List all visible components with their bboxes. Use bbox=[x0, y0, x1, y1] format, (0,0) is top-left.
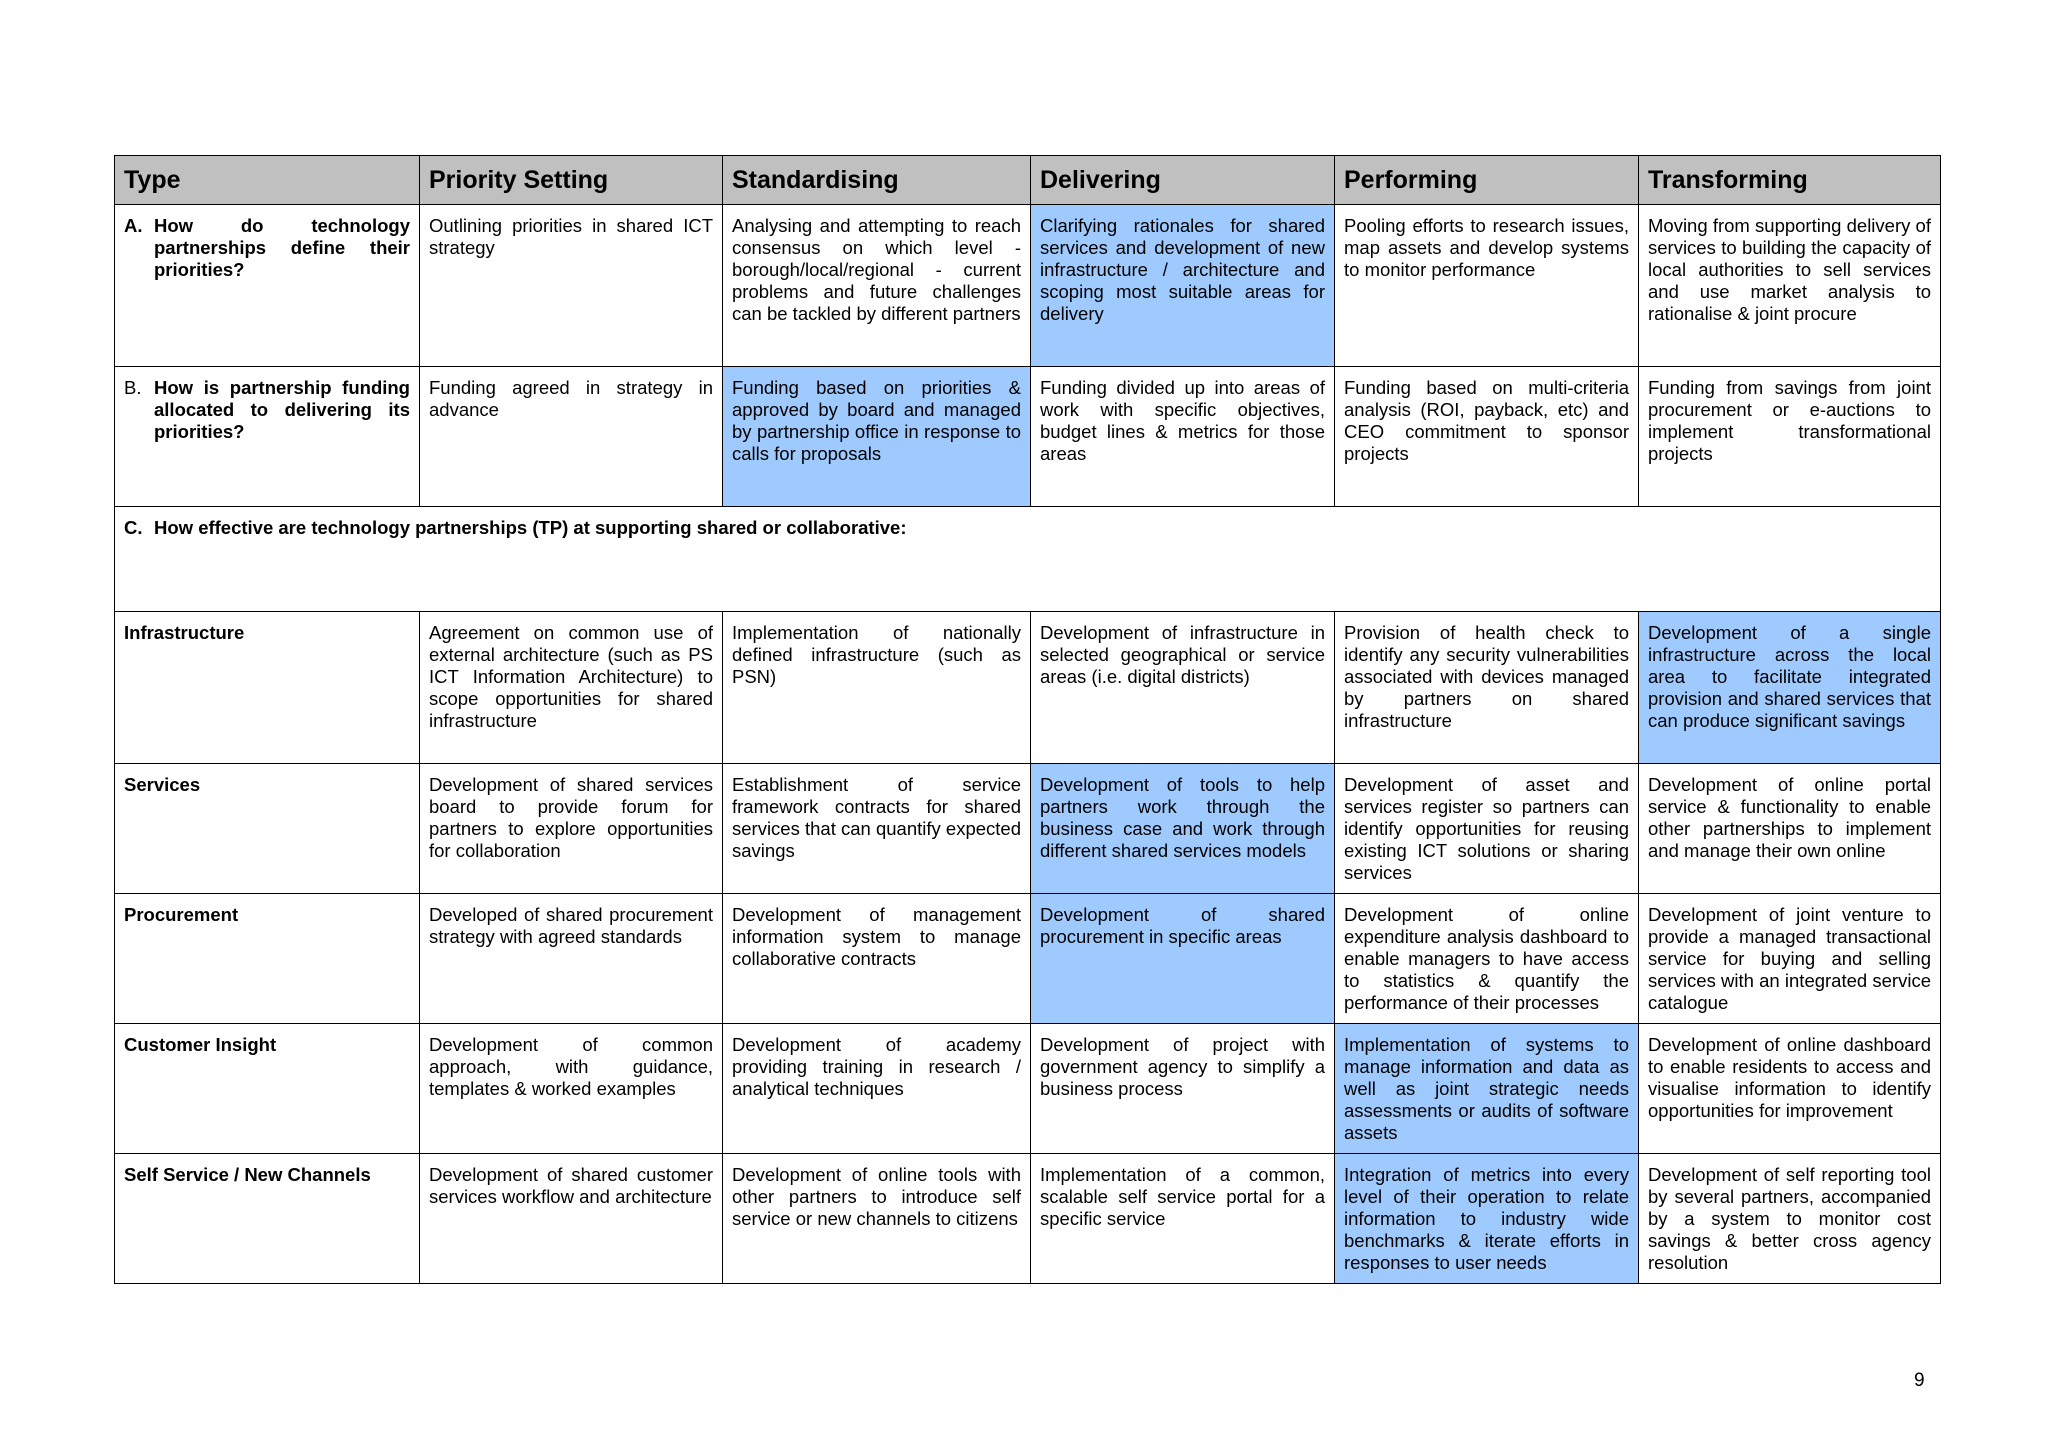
question-a-cell bbox=[115, 205, 420, 367]
cell-a-delivering: Clarifying rationales for shared services and development of new infrastructure / architecture and scoping most suitable areas for delivery bbox=[1031, 205, 1335, 367]
cell-procurement-priority-setting: Developed of shared procurement strategy with agreed standards bbox=[420, 894, 723, 1024]
question-a-number: A. bbox=[124, 215, 143, 236]
header-row bbox=[115, 156, 1941, 205]
partnership-maturity-table bbox=[114, 155, 1941, 1284]
row-label-customer-insight: Customer Insight bbox=[115, 1024, 420, 1154]
table-row-customer-insight bbox=[115, 1024, 1941, 1154]
cell-infrastructure-performing: Provision of health check to identify any security vulnerabilities associated with devices managed by partners on shared infrastructure bbox=[1335, 612, 1639, 764]
cell-customer-insight-standardising: Development of academy providing training in research / analytical techniques bbox=[723, 1024, 1031, 1154]
cell-services-transforming: Development of online portal service & functionality to enable other partnerships to implement and manage their own online bbox=[1639, 764, 1941, 894]
row-label-services: Services bbox=[115, 764, 420, 894]
row-label-procurement: Procurement bbox=[115, 894, 420, 1024]
section-c-heading bbox=[115, 507, 1941, 612]
page-number: 9 bbox=[1914, 1370, 1925, 1391]
cell-b-priority-setting: Funding agreed in strategy in advance bbox=[420, 367, 723, 507]
cell-infrastructure-delivering: Development of infrastructure in selected geographical or service areas (i.e. digital districts) bbox=[1031, 612, 1335, 764]
cell-customer-insight-transforming: Development of online dashboard to enable residents to access and visualise information to identify opportunities for improvement bbox=[1639, 1024, 1941, 1154]
table-row-section-c bbox=[115, 507, 1941, 612]
cell-b-performing: Funding based on multi-criteria analysis (ROI, payback, etc) and CEO commitment to sponsor projects bbox=[1335, 367, 1639, 507]
cell-services-standardising: Establishment of service framework contracts for shared services that can quantify expected savings bbox=[723, 764, 1031, 894]
header-performing: Performing bbox=[1335, 156, 1639, 205]
cell-procurement-delivering: Development of shared procurement in specific areas bbox=[1031, 894, 1335, 1024]
question-b-cell bbox=[115, 367, 420, 507]
table-row-self-service bbox=[115, 1154, 1941, 1284]
header-priority-setting: Priority Setting bbox=[420, 156, 723, 205]
cell-customer-insight-performing: Implementation of systems to manage information and data as well as joint strategic needs assessments or audits of software assets bbox=[1335, 1024, 1639, 1154]
cell-services-delivering: Development of tools to help partners work through the business case and work through different shared services models bbox=[1031, 764, 1335, 894]
section-c-text: How effective are technology partnerships (TP) at supporting shared or collaborative: bbox=[154, 517, 907, 538]
header-standardising: Standardising bbox=[723, 156, 1031, 205]
cell-self-service-delivering: Implementation of a common, scalable self service portal for a specific service bbox=[1031, 1154, 1335, 1284]
header-type: Type bbox=[115, 156, 420, 205]
table-row-question-a bbox=[115, 205, 1941, 367]
cell-b-delivering: Funding divided up into areas of work with specific objectives, budget lines & metrics for those areas bbox=[1031, 367, 1335, 507]
cell-a-performing: Pooling efforts to research issues, map assets and develop systems to monitor performance bbox=[1335, 205, 1639, 367]
cell-self-service-priority-setting: Development of shared customer services workflow and architecture bbox=[420, 1154, 723, 1284]
row-label-self-service: Self Service / New Channels bbox=[115, 1154, 420, 1284]
cell-infrastructure-standardising: Implementation of nationally defined infrastructure (such as PSN) bbox=[723, 612, 1031, 764]
cell-a-transforming: Moving from supporting delivery of services to building the capacity of local authorities to sell services and use market analysis to rationalise & joint procure bbox=[1639, 205, 1941, 367]
header-transforming: Transforming bbox=[1639, 156, 1941, 205]
cell-infrastructure-transforming: Development of a single infrastructure across the local area to facilitate integrated provision and shared services that can produce significant savings bbox=[1639, 612, 1941, 764]
question-b-text: How is partnership funding allocated to delivering its priorities? bbox=[154, 377, 410, 442]
cell-services-priority-setting: Development of shared services board to provide forum for partners to explore opportunities for collaboration bbox=[420, 764, 723, 894]
cell-b-standardising: Funding based on priorities & approved by board and managed by partnership office in response to calls for proposals bbox=[723, 367, 1031, 507]
section-c-number: C. bbox=[124, 517, 143, 538]
cell-customer-insight-priority-setting: Development of common approach, with guidance, templates & worked examples bbox=[420, 1024, 723, 1154]
table-row-procurement bbox=[115, 894, 1941, 1024]
cell-infrastructure-priority-setting: Agreement on common use of external architecture (such as PS ICT Information Architecture) to scope opportunities for shared infrastructure bbox=[420, 612, 723, 764]
cell-customer-insight-delivering: Development of project with government agency to simplify a business process bbox=[1031, 1024, 1335, 1154]
question-b-number: B. bbox=[124, 377, 142, 398]
table-row-services bbox=[115, 764, 1941, 894]
cell-self-service-performing: Integration of metrics into every level of their operation to relate information to industry wide benchmarks & iterate efforts in responses to user needs bbox=[1335, 1154, 1639, 1284]
cell-procurement-standardising: Development of management information system to manage collaborative contracts bbox=[723, 894, 1031, 1024]
cell-services-performing: Development of asset and services register so partners can identify opportunities for reusing existing ICT solutions or sharing services bbox=[1335, 764, 1639, 894]
cell-a-priority-setting: Outlining priorities in shared ICT strategy bbox=[420, 205, 723, 367]
cell-self-service-transforming: Development of self reporting tool by several partners, accompanied by a system to monitor cost savings & better cross agency resolution bbox=[1639, 1154, 1941, 1284]
cell-procurement-performing: Development of online expenditure analysis dashboard to enable managers to have access to statistics & quantify the performance of their processes bbox=[1335, 894, 1639, 1024]
header-delivering: Delivering bbox=[1031, 156, 1335, 205]
cell-self-service-standardising: Development of online tools with other partners to introduce self service or new channels to citizens bbox=[723, 1154, 1031, 1284]
question-a-text: How do technology partnerships define their priorities? bbox=[154, 215, 410, 280]
cell-b-transforming: Funding from savings from joint procurement or e-auctions to implement transformational projects bbox=[1639, 367, 1941, 507]
table-row-question-b bbox=[115, 367, 1941, 507]
table-row-infrastructure bbox=[115, 612, 1941, 764]
cell-a-standardising: Analysing and attempting to reach consensus on which level - borough/local/regional - current problems and future challenges can be tackled by different partners bbox=[723, 205, 1031, 367]
row-label-infrastructure: Infrastructure bbox=[115, 612, 420, 764]
cell-procurement-transforming: Development of joint venture to provide a managed transactional service for buying and selling services with an integrated service catalogue bbox=[1639, 894, 1941, 1024]
